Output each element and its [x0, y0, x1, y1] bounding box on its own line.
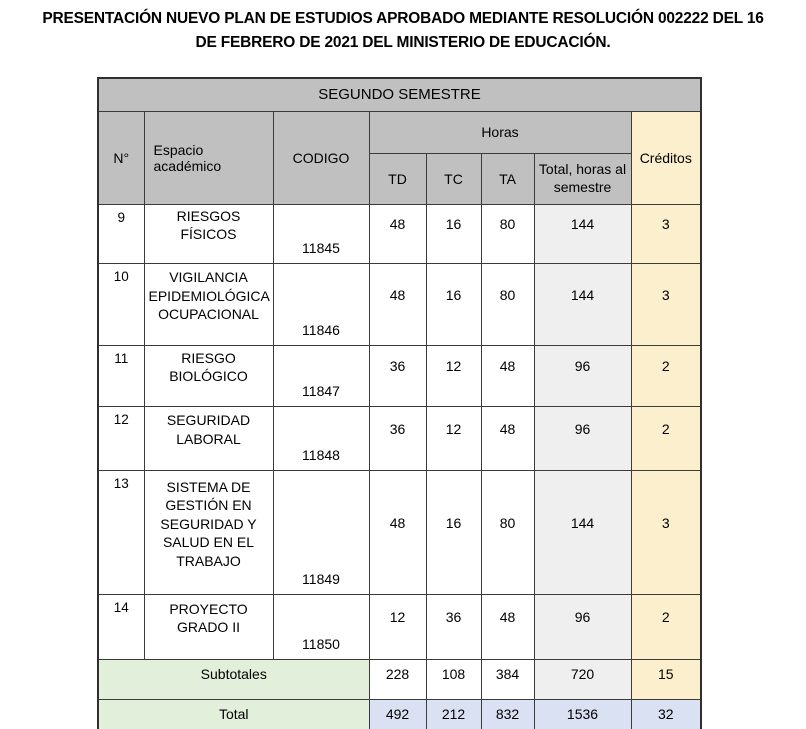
- row-number-cell: 9: [98, 204, 144, 264]
- page-title-line1: PRESENTACIÓN NUEVO PLAN DE ESTUDIOS APROBADO MEDIANTE RESOLUCIÓN 002222 DEL 16: [42, 10, 764, 27]
- header-total-horas: Total, horas al semestre: [534, 153, 631, 204]
- total-tc-cell: 212: [426, 700, 481, 729]
- header-espacio: Espacio académico: [144, 111, 273, 204]
- hours-tc-cell: 12: [426, 346, 481, 407]
- header-creditos: Créditos: [631, 111, 701, 204]
- hours-ta-cell: 48: [481, 346, 534, 407]
- subtotals-credits-cell: 15: [631, 660, 701, 700]
- hours-td-cell: 48: [369, 471, 426, 595]
- course-code-cell: 11850: [273, 595, 369, 660]
- page-title: [0, 7, 806, 55]
- hours-tc-cell: 16: [426, 204, 481, 264]
- course-name-cell: RIESGO BIOLÓGICO: [144, 346, 273, 407]
- page-title-line2: DE FEBRERO DE 2021 DEL MINISTERIO DE EDUCACIÓN.: [195, 34, 611, 51]
- course-code-cell: 11849: [273, 471, 369, 595]
- course-name-cell: VIGILANCIA EPIDEMIOLÓGICA OCUPACIONAL: [144, 264, 273, 346]
- table-row: [98, 264, 701, 346]
- semester-table: [97, 77, 702, 729]
- course-code-cell: 11847: [273, 346, 369, 407]
- credits-cell: 3: [631, 471, 701, 595]
- row-number-cell: 10: [98, 264, 144, 346]
- credits-cell: 3: [631, 264, 701, 346]
- row-number-cell: 12: [98, 407, 144, 471]
- hours-tc-cell: 16: [426, 264, 481, 346]
- course-name-cell: SISTEMA DE GESTIÓN EN SEGURIDAD Y SALUD EN EL TRABAJO: [144, 471, 273, 595]
- header-td: TD: [369, 153, 426, 204]
- hours-td-cell: 36: [369, 407, 426, 471]
- table-row: [98, 346, 701, 407]
- table-row: [98, 595, 701, 660]
- hours-ta-cell: 80: [481, 264, 534, 346]
- total-row: [98, 700, 701, 729]
- table-row: [98, 407, 701, 471]
- total-td-cell: 492: [369, 700, 426, 729]
- subtotals-label: Subtotales: [98, 660, 369, 700]
- total-hours-cell: 96: [534, 346, 631, 407]
- header-num: N°: [98, 111, 144, 204]
- subtotals-tc-cell: 108: [426, 660, 481, 700]
- hours-ta-cell: 48: [481, 407, 534, 471]
- subtotals-ta-cell: 384: [481, 660, 534, 700]
- header-tc: TC: [426, 153, 481, 204]
- course-name-cell: RIESGOS FÍSICOS: [144, 204, 273, 264]
- course-code-cell: 11846: [273, 264, 369, 346]
- row-number-cell: 13: [98, 471, 144, 595]
- header-horas: Horas: [369, 111, 631, 153]
- row-number-cell: 11: [98, 346, 144, 407]
- hours-td-cell: 12: [369, 595, 426, 660]
- total-hours-cell: 144: [534, 264, 631, 346]
- hours-td-cell: 48: [369, 204, 426, 264]
- total-hours-cell: 144: [534, 204, 631, 264]
- curriculum-table-container: [97, 77, 700, 729]
- header-ta: TA: [481, 153, 534, 204]
- semester-header-cell: SEGUNDO SEMESTRE: [98, 78, 701, 111]
- course-name-cell: SEGURIDAD LABORAL: [144, 407, 273, 471]
- subtotals-td-cell: 228: [369, 660, 426, 700]
- course-code-cell: 11848: [273, 407, 369, 471]
- credits-cell: 2: [631, 346, 701, 407]
- hours-td-cell: 48: [369, 264, 426, 346]
- total-label: Total: [98, 700, 369, 729]
- hours-tc-cell: 12: [426, 407, 481, 471]
- hours-ta-cell: 80: [481, 471, 534, 595]
- subtotals-row: [98, 660, 701, 700]
- total-hours-cell: 96: [534, 595, 631, 660]
- course-code-cell: 11845: [273, 204, 369, 264]
- total-total-cell: 1536: [534, 700, 631, 729]
- header-codigo: CODIGO: [273, 111, 369, 204]
- hours-ta-cell: 80: [481, 204, 534, 264]
- hours-tc-cell: 16: [426, 471, 481, 595]
- hours-ta-cell: 48: [481, 595, 534, 660]
- hours-td-cell: 36: [369, 346, 426, 407]
- total-hours-cell: 144: [534, 471, 631, 595]
- credits-cell: 2: [631, 595, 701, 660]
- course-name-cell: PROYECTO GRADO II: [144, 595, 273, 660]
- credits-cell: 2: [631, 407, 701, 471]
- total-ta-cell: 832: [481, 700, 534, 729]
- hours-tc-cell: 36: [426, 595, 481, 660]
- table-row: [98, 204, 701, 264]
- total-credits-cell: 32: [631, 700, 701, 729]
- total-hours-cell: 96: [534, 407, 631, 471]
- credits-cell: 3: [631, 204, 701, 264]
- subtotals-total-cell: 720: [534, 660, 631, 700]
- row-number-cell: 14: [98, 595, 144, 660]
- table-row: [98, 471, 701, 595]
